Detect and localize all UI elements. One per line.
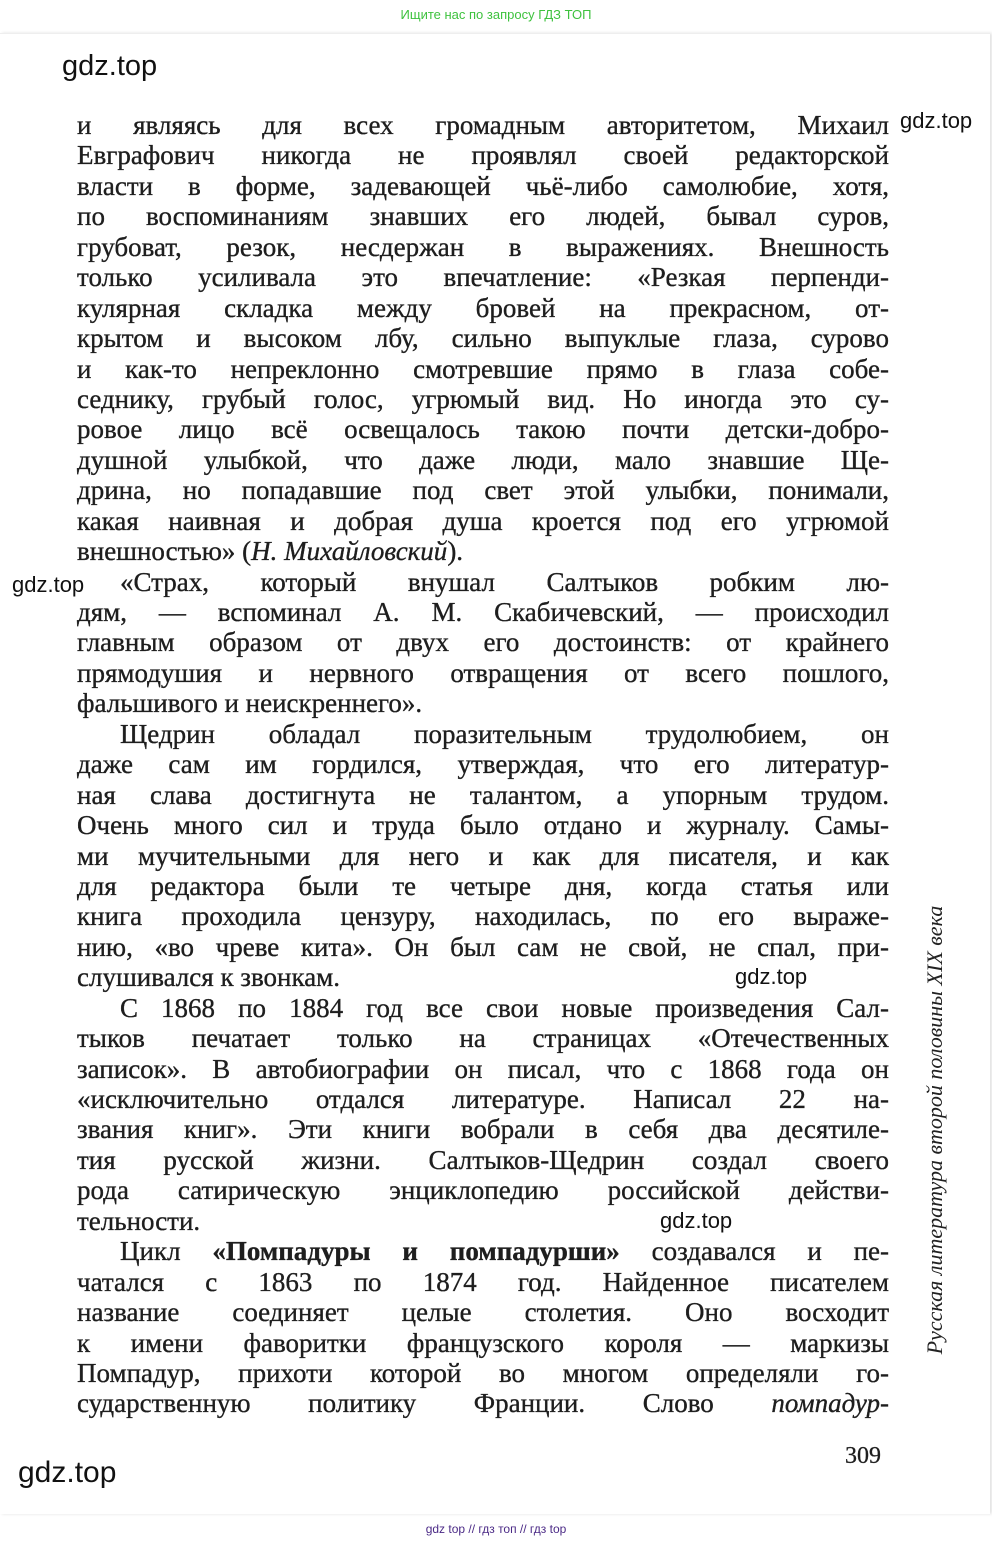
text-line <box>77 1114 889 1144</box>
watermark: gdz.top <box>12 572 85 597</box>
text-line <box>77 293 889 323</box>
text-segment: Помпадур, прихоти которой во многом определяли го- <box>77 1357 889 1388</box>
text-segment: кулярная складка между бровей на прекрасном, от- <box>77 292 889 323</box>
text-segment: даже сам им гордился, утверждая, что его литератур- <box>77 749 889 780</box>
text-line <box>77 932 889 962</box>
text-segment: книга проходила цензуру, находилась, по его выраже- <box>77 901 889 932</box>
text-line <box>77 1023 889 1053</box>
text-segment: сударственную политику Франции. Слово <box>77 1388 772 1419</box>
watermark: gdz.top <box>735 964 808 989</box>
text-line <box>77 262 889 292</box>
text-segment: рода сатирическую энциклопедию российской действи- <box>77 1175 889 1206</box>
running-section-title: Русская литература второй половины XIX века <box>922 905 947 1355</box>
text-line <box>77 1388 889 1418</box>
text-segment: тия русской жизни. Салтыков-Щедрин создал своего <box>77 1144 889 1175</box>
text-line <box>77 962 889 992</box>
text-line <box>77 171 889 201</box>
text-segment: к имени фаворитки французского короля — маркизы <box>77 1327 889 1358</box>
text-line <box>77 780 889 810</box>
text-line <box>77 1206 889 1236</box>
text-line <box>77 1175 889 1205</box>
text-segment: нию, «во чреве кита». Он был сам не свой, не спал, при- <box>77 931 889 962</box>
text-segment: власти в форме, задевающей чьё-либо самолюбие, хотя, <box>77 170 889 201</box>
text-segment: Щедрин обладал поразительным трудолюбием, он <box>120 718 889 749</box>
text-line <box>77 658 889 688</box>
text-segment: фальшивого и неискреннего». <box>77 688 423 719</box>
text-segment: крытом и высоком лбу, сильно выпуклые глаза, сурово <box>77 323 889 354</box>
watermark: gdz.top <box>660 1208 733 1233</box>
text-segment: Евграфович никогда не проявлял своей редакторской <box>77 140 889 171</box>
text-segment: душной улыбкой, что даже люди, мало знавшие Ще- <box>77 444 889 475</box>
text-line <box>77 232 889 262</box>
body-text <box>77 110 889 1419</box>
text-line <box>77 414 889 444</box>
text-segment: «исключительно отдался литературе. Написал 22 на- <box>77 1084 889 1114</box>
text-line <box>77 110 889 140</box>
text-line <box>77 901 889 931</box>
text-line <box>77 627 889 657</box>
text-segment: записок». В автобиографии он писал, что с 1868 года он <box>77 1053 889 1084</box>
text-line <box>77 719 889 749</box>
text-segment: главным образом от двух его достоинств: от крайнего <box>77 627 889 658</box>
text-segment: ми мучительными для него и как для писателя, и как <box>77 840 889 871</box>
text-segment: и как-то непреклонно смотревшие прямо в глаза собе- <box>77 353 889 384</box>
text-segment: внешностью» ( <box>77 536 252 567</box>
text-line <box>77 536 889 566</box>
footer-watermark: gdz top // гдз топ // гдз top <box>425 1522 567 1536</box>
watermark: gdz.top <box>18 1456 117 1489</box>
text-segment: название соединяет целые столетия. Оно восходит <box>77 1297 889 1328</box>
text-segment: прямодушия и нервного отвращения от всего пошлого, <box>77 657 889 688</box>
italic-text: помпадур- <box>771 1388 889 1419</box>
text-line <box>77 1297 889 1327</box>
text-line <box>77 567 889 597</box>
text-line <box>77 475 889 505</box>
text-line <box>77 323 889 353</box>
text-line <box>77 871 889 901</box>
text-line <box>77 384 889 414</box>
text-segment: ная слава достигнута не талантом, а упорным трудом. <box>77 779 889 810</box>
watermark: gdz.top <box>900 108 973 133</box>
text-segment: Цикл <box>120 1236 213 1267</box>
search-banner: Ищите нас по запросу ГДЗ ТОП <box>0 0 992 32</box>
text-line <box>77 1054 889 1084</box>
text-line <box>77 201 889 231</box>
text-segment: тельности. <box>77 1205 201 1236</box>
text-segment: ). <box>447 536 464 567</box>
text-segment: Очень много сил и труда было отдано и журналу. Самы- <box>77 810 889 841</box>
text-segment: грубоват, резок, несдержан в выражениях. Внешность <box>77 231 889 262</box>
text-line <box>77 749 889 779</box>
watermark: gdz.top <box>62 50 158 82</box>
text-segment: седнику, грубый голос, угрюмый вид. Но иногда это су- <box>77 383 889 414</box>
text-segment: дям, — вспоминал А. М. Скабичевский, — происходил <box>77 597 889 627</box>
text-segment: какая наивная и добрая душа кроется под его угрюмой <box>77 505 889 536</box>
text-segment: слушивался к звонкам. <box>77 962 341 993</box>
text-line <box>77 810 889 840</box>
text-line <box>77 688 889 718</box>
text-line <box>77 1358 889 1388</box>
bold-title: «Помпадуры и помпадурши» <box>212 1236 620 1267</box>
text-segment: только усиливала это впечатление: «Резкая перпенди- <box>77 262 889 293</box>
italic-text: Н. Михайловский <box>251 536 448 567</box>
text-line <box>77 140 889 170</box>
text-segment: тыков печатает только на страницах «Отечественных <box>77 1023 889 1054</box>
text-segment: звания книг». Эти книги вобрали в себя два десятиле- <box>77 1114 889 1145</box>
text-segment: создавался и пе- <box>619 1236 890 1267</box>
text-segment: дрина, но попадавшие под свет этой улыбки, понимали, <box>77 475 889 506</box>
text-segment: и являясь для всех громадным авторитетом, Михаил <box>77 110 889 140</box>
text-line <box>77 445 889 475</box>
text-segment: С 1868 по 1884 год все свои новые произведения Сал- <box>120 992 889 1023</box>
text-line <box>77 1145 889 1175</box>
text-line <box>77 1236 889 1266</box>
text-line <box>77 597 889 627</box>
text-line <box>77 1084 889 1114</box>
text-line <box>77 354 889 384</box>
text-segment: ровое лицо всё освещалось такою почти детски-добро- <box>77 414 889 445</box>
text-segment: по воспоминаниям знавших его людей, бывал суров, <box>77 201 889 232</box>
text-line <box>77 506 889 536</box>
text-line <box>77 1328 889 1358</box>
text-segment: чатался с 1863 по 1874 год. Найденное писателем <box>77 1266 889 1297</box>
page-number: 309 <box>845 1443 881 1469</box>
text-line <box>77 841 889 871</box>
text-line <box>77 993 889 1023</box>
text-segment: «Страх, который внушал Салтыков робким лю- <box>120 566 889 597</box>
text-line <box>77 1267 889 1297</box>
text-segment: для редактора были те четыре дня, когда статья или <box>77 870 889 901</box>
